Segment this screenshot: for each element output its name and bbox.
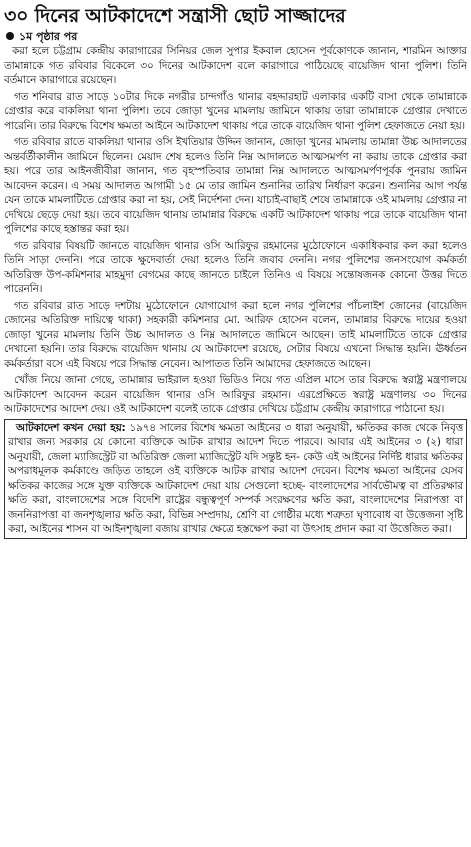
article-paragraph: গত রবিবার রাতে বাকলিয়া থানার ওসি ইখতিয়ার উদ্দিন জানান, জোড়া খুনের মামলায় তামান্না উচ্চ আদালতের অন্তর্বর্তীকালীন জামিনে ছিলেন। মেয়াদ শেষ হলেও তিনি নিম্ন আদালতে আত্মসমর্পণ না করায় তাকে গ্রেপ্তার করা হয়। পরে তার আইনজীবীরা জানান, গত বৃহস্পতিবার তামান্না নিম্ন আদালতে আত্মসমর্পণপূর্বক পুনরায় জামিন আবেদন করেন। এ সময় আদালত আগামী ১৫ মে তার জামিন শুনানির তারিখ নির্ধারণ করেন। শুনানির আগ পর্যন্ত যেন তাকে মামলাটিতে গ্রেপ্তার করা না হয়, সেই নির্দেশনা দেন। যাচাই-বাছাই শেষে তামান্নাকে ওই মামলায় গ্রেপ্তার না দেখিয়ে ছেড়ে দেয়া হয়। তবে বায়েজিদ থানায় তামান্নার বিরুদ্ধে একটি আটকাদেশ থাকায় পরে তাকে বায়েজিদ থানা পুলিশের কাছে হস্তান্তর করা হয়।	[4, 136, 467, 235]
article-headline: ৩০ দিনের আটকাদেশে সন্ত্রাসী ছোট সাজ্জাদের	[4, 5, 346, 27]
info-box	[4, 419, 467, 539]
article-paragraph: গত রবিবার বিষয়টি জানতে বায়েজিদ থানার ওসি আরিফুর রহমানের মুঠোফোনে একাধিকবার কল করা হলেও তিনি সাড়া দেননি। পরে তাকে ক্ষুদেবার্তা দেয়া হলেও তিনি জবাব দেননি। নগর পুলিশের জনসংযোগ কর্মকর্তা অতিরিক্ত উপ-কমিশনার মাহমুদা বেগমের কাছে জানতে চাইলে তিনিও এ বিষয়ে সন্তোষজনক কোনো উত্তর দিতে পারেননি।	[4, 239, 467, 295]
info-box-text: ১৯৭৪ সালের বিশেষ ক্ষমতা আইনের ৩ ধারা অনুযায়ী, ক্ষতিকর কাজ থেকে নিবৃত্ত রাখার জন্য সরকার যে কোনো ব্যক্তিকে আটক রাখার আদেশ দিতে পারবে। আবার এই আইনের ৩ (২) ধারা অনুযায়ী, জেলা ম্যাজিস্ট্রেট বা অতিরিক্ত জেলা ম্যাজিস্ট্রেট যদি সন্তুষ্ট হন- কেউ এই আইনের নির্দিষ্ট ধারার ক্ষতিকর অপরাধমূলক কর্মকাণ্ডে জড়িত তাহলে ওই ব্যক্তিকে আটক রাখার আদেশ দেবেন। বিশেষ ক্ষমতা আইনের যেসব ক্ষতিকর কাজের সঙ্গে যুক্ত ব্যক্তিকে আটকাদেশ দেয়া যায় সেগুলো হচ্ছে- বাংলাদেশের সার্বভৌমত্ব বা প্রতিরক্ষার ক্ষতি করা, বাংলাদেশের সঙ্গে বিদেশি রাষ্ট্রের বন্ধুত্বপূর্ণ সম্পর্ক সংরক্ষণের ক্ষতি করা, বাংলাদেশের নিরাপত্তা বা জননিরাপত্তা বা জনশৃঙ্খলার ক্ষতি করা, বিভিন্ন সম্প্রদায়, শ্রেণি বা গোষ্ঠীর মধ্যে শত্রুতা ঘৃণাবোধ বা উত্তেজনা সৃষ্টি করা, আইনের শাসন বা আইনশৃঙ্খলা বজায় রাখার ক্ষেত্রে হস্তক্ষেপ করা বা উৎসাহ প্রদান করা বা উত্তেজিত করা।	[8, 421, 463, 535]
news-article	[4, 4, 467, 839]
article-paragraph: করা হলে চট্টগ্রাম কেন্দ্রীয় কারাগারের সিনিয়র জেল সুপার ইকবাল হোসেন পূর্বকোণকে জানান, শারমিন আক্তার তামান্নাকে গত রবিবার বিকেলে ৩০ দিনের আটকাদেশ বলে কারাগারে পাঠিয়েছে বায়েজিদ থানা পুলিশ। তিনি বর্তমানে কারাগারে রয়েছেন।	[4, 45, 467, 86]
bullet-icon	[6, 32, 14, 40]
jump-text: ১ম পৃষ্ঠার পর	[19, 30, 78, 43]
article-paragraph: গত রবিবার রাত সাড়ে দশটায় মুঠোফোনে যোগাযোগ করা হলে নগর পুলিশের পাঁচলাইশ জোনের (বায়েজিদ জোনের অতিরিক্ত দায়িত্বে থাকা) সহকারী কমিশনার মো. আরিফ হোসেন বলেন, তামান্নার বিরুদ্ধে দায়ের হওয়া জোড়া খুনের মামলায় তিনি উচ্চ আদালত ও নিম্ন আদালতে জামিনে আছেন। তাই মামলাটিতে তাকে গ্রেপ্তার দেখানো হয়নি। তার বিরুদ্ধে বায়েজিদ থানায় যে আটকাদেশ রয়েছে, সেটার বিষয়ে এখনো সিদ্ধান্ত হয়নি। ঊর্ধ্বতন কর্মকর্তারা বসে এই বিষয়ে পরে সিদ্ধান্ত নেবেন। আপাতত তিনি আমাদের হেফাজতে আছেন।	[4, 299, 467, 370]
article-paragraph: খোঁজ নিয়ে জানা গেছে, তামান্নার ভাইরাল হওয়া ভিডিও নিয়ে গত এপ্রিল মাসে তার বিরুদ্ধে স্বরাষ্ট্র মন্ত্রণালয়ে আটকাদেশ আবেদন করেন বায়েজিদ থানার ওসি আরিফুর রহমান। এরপ্রেক্ষিতে স্বরাষ্ট্র মন্ত্রণালয় ৩০ দিনের আটকাদেশের আদেশ দেয়। ওই আটকাদেশ বলেই তাকে গ্রেপ্তার দেখিয়ে চট্টগ্রাম কেন্দ্রীয় কারাগারে পাঠানো হয়।	[4, 374, 467, 415]
info-box-paragraph	[8, 421, 463, 537]
info-box-subheading: আটকাদেশ কখন দেয়া হয়:	[16, 421, 126, 434]
continuation-label	[6, 30, 467, 44]
article-paragraph: গত শনিবার রাত সাড়ে ১০টার দিকে নগরীর চান্দগাঁও থানার বহদ্দারহাট এলাকার একটি বাসা থেকে তামান্নাকে গ্রেপ্তার করে বাকলিয়া থানা পুলিশ। তবে জোড়া খুনের মামলায় জামিনে থাকায় তারা তামান্নাকে গ্রেপ্তার দেখাতে পারেনি। তার বিরুদ্ধে বিশেষ ক্ষমতা আইনে আটকাদেশ থাকায় পরে তাকে বায়েজিদ থানা পুলিশ হেফাজতে নেয়া হয়।	[4, 90, 467, 132]
